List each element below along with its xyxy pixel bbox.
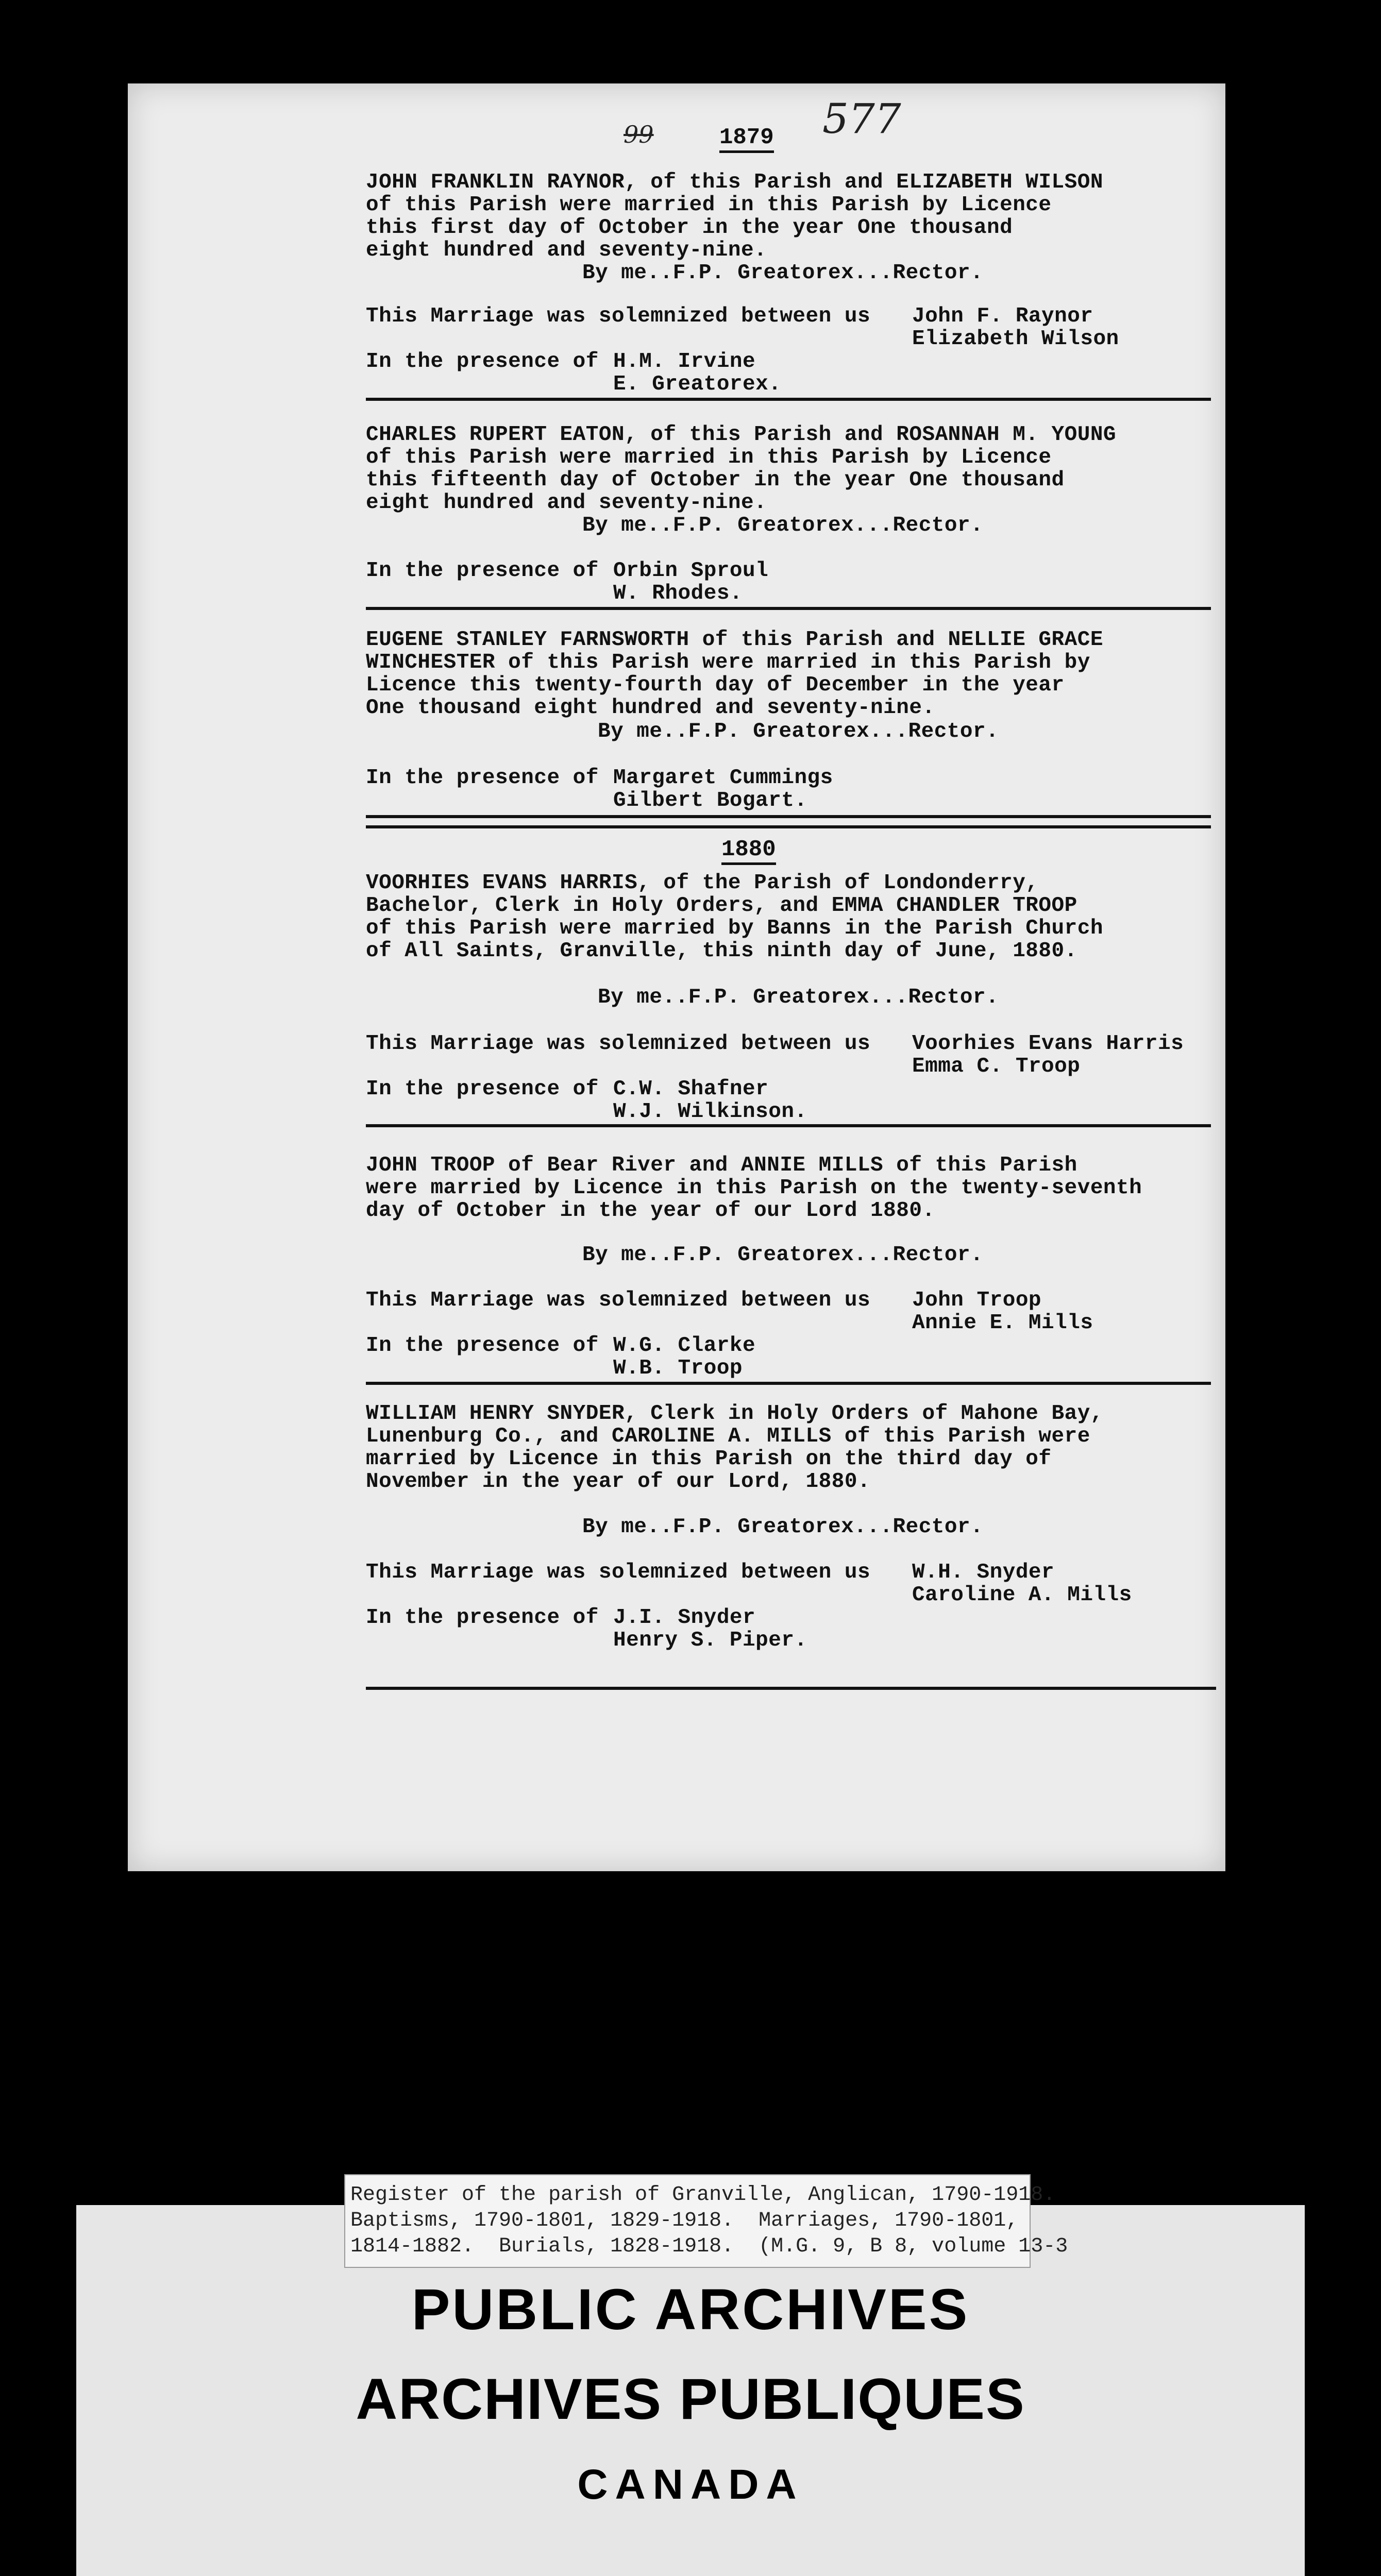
entry-4-party-2: Emma C. Troop [912,1055,1081,1078]
archive-title-en: PUBLIC ARCHIVES [411,2277,970,2342]
entry-separator [366,1124,1211,1127]
entry-6-officiant: By me..F.P. Greatorex...Rector. [582,1515,984,1539]
register-page [128,83,1225,1871]
entry-2-officiant: By me..F.P. Greatorex...Rector. [582,514,984,537]
entry-2-line-2: of this Parish were married in this Parish by Licence [366,446,1052,469]
year-heading-1880: 1880 [721,837,776,865]
entry-4-officiant: By me..F.P. Greatorex...Rector. [598,986,999,1009]
page-number: 577 [822,95,901,143]
entry-5-party-1: John Troop [912,1289,1042,1312]
entry-3-line-3: Licence this twenty-fourth day of December in the year [366,673,1065,697]
entry-separator [366,398,1211,401]
entry-1-solemnized-label: This Marriage was solemnized between us [366,304,871,328]
year-heading-1879: 1879 [719,125,774,153]
entry-1-line-2: of this Parish were married in this Parish by Licence [366,193,1052,217]
archive-label [344,2174,1068,2268]
archive-label-line-2: Baptisms, 1790-1801, 1829-1918. Marriages, 1790-1801, [350,2209,1019,2232]
entry-4-party-1: Voorhies Evans Harris [912,1032,1184,1056]
page-end-rule [366,1687,1216,1690]
double-rule-top [366,815,1211,818]
entry-1-line-1: JOHN FRANKLIN RAYNOR, of this Parish and ELIZABETH WILSON [366,171,1103,194]
entry-6-party-1: W.H. Snyder [912,1561,1055,1584]
double-rule-bottom [366,825,1211,828]
entry-6-line-3: married by Licence in this Parish on the third day of [366,1447,1052,1471]
entry-3-line-4: One thousand eight hundred and seventy-nine. [366,696,935,720]
entry-5-officiant: By me..F.P. Greatorex...Rector. [582,1243,984,1267]
entry-6-line-1: WILLIAM HENRY SNYDER, Clerk in Holy Orders of Mahone Bay, [366,1402,1103,1426]
entry-6-solemnized-label: This Marriage was solemnized between us [366,1561,871,1584]
entry-6-party-2: Caroline A. Mills [912,1583,1132,1607]
entry-1-party-2: Elizabeth Wilson [912,327,1119,351]
entry-5-line-2: were married by Licence in this Parish on the twenty-seventh [366,1176,1142,1200]
entry-6-witness-1: J.I. Snyder [613,1606,756,1630]
entry-3-line-1: EUGENE STANLEY FARNSWORTH of this Parish and NELLIE GRACE [366,628,1103,652]
entry-1-party-1: John F. Raynor [912,304,1093,328]
entry-4-solemnized-label: This Marriage was solemnized between us [366,1032,871,1056]
entry-separator [366,1382,1211,1385]
entry-4-witness-2: W.J. Wilkinson. [613,1100,807,1124]
archive-label-line-1: Register of the parish of Granville, Anglican, 1790-1918. [350,2183,1056,2207]
entry-1-line-4: eight hundred and seventy-nine. [366,239,767,262]
archive-label-line-3: 1814-1882. Burials, 1828-1918. (M.G. 9, B 8, volume 13-3 [350,2235,1068,2258]
entry-5-line-1: JOHN TROOP of Bear River and ANNIE MILLS of this Parish [366,1154,1077,1177]
entry-5-party-2: Annie E. Mills [912,1311,1093,1335]
entry-5-presence-label: In the presence of [366,1334,599,1358]
entry-4-witness-1: C.W. Shafner [613,1077,769,1101]
entry-2-presence-label: In the presence of [366,559,599,583]
entry-3-witness-1: Margaret Cummings [613,766,833,790]
entry-2-line-3: this fifteenth day of October in the year One thousand [366,468,1065,492]
entry-4-line-4: of All Saints, Granville, this ninth day of June, 1880. [366,939,1077,963]
entry-5-line-3: day of October in the year of our Lord 1880. [366,1199,935,1223]
entry-3-officiant: By me..F.P. Greatorex...Rector. [598,720,999,743]
entry-5-solemnized-label: This Marriage was solemnized between us [366,1289,871,1312]
entry-2-witness-2: W. Rhodes. [613,582,743,605]
archive-title-fr: ARCHIVES PUBLIQUES [356,2367,1025,2431]
entry-1-officiant: By me..F.P. Greatorex...Rector. [582,261,984,285]
entry-3-presence-label: In the presence of [366,766,599,790]
entry-3-line-2: WINCHESTER of this Parish were married in this Parish by [366,651,1090,674]
entry-1-witness-1: H.M. Irvine [613,350,756,374]
entry-separator [366,607,1211,610]
entry-6-presence-label: In the presence of [366,1606,599,1630]
entry-6-line-2: Lunenburg Co., and CAROLINE A. MILLS of this Parish were [366,1425,1090,1448]
entry-4-presence-label: In the presence of [366,1077,599,1101]
entry-4-line-3: of this Parish were married by Banns in the Parish Church [366,917,1103,940]
entry-5-witness-1: W.G. Clarke [613,1334,756,1358]
entry-1-witness-2: E. Greatorex. [613,372,782,396]
entry-5-witness-2: W.B. Troop [613,1357,743,1380]
entry-1-line-3: this first day of October in the year One thousand [366,216,1013,240]
entry-6-witness-2: Henry S. Piper. [613,1629,807,1652]
entry-6-line-4: November in the year of our Lord, 1880. [366,1470,871,1494]
entry-3-witness-2: Gilbert Bogart. [613,789,807,812]
entry-2-line-4: eight hundred and seventy-nine. [366,491,767,515]
entry-1-presence-label: In the presence of [366,350,599,374]
entry-4-line-1: VOORHIES EVANS HARRIS, of the Parish of Londonderry, [366,871,1039,895]
old-page-number: 99 [624,121,654,148]
entry-2-witness-1: Orbin Sproul [613,559,769,583]
entry-4-line-2: Bachelor, Clerk in Holy Orders, and EMMA CHANDLER TROOP [366,894,1077,918]
entry-2-line-1: CHARLES RUPERT EATON, of this Parish and ROSANNAH M. YOUNG [366,423,1117,447]
archive-country: CANADA [577,2461,804,2508]
